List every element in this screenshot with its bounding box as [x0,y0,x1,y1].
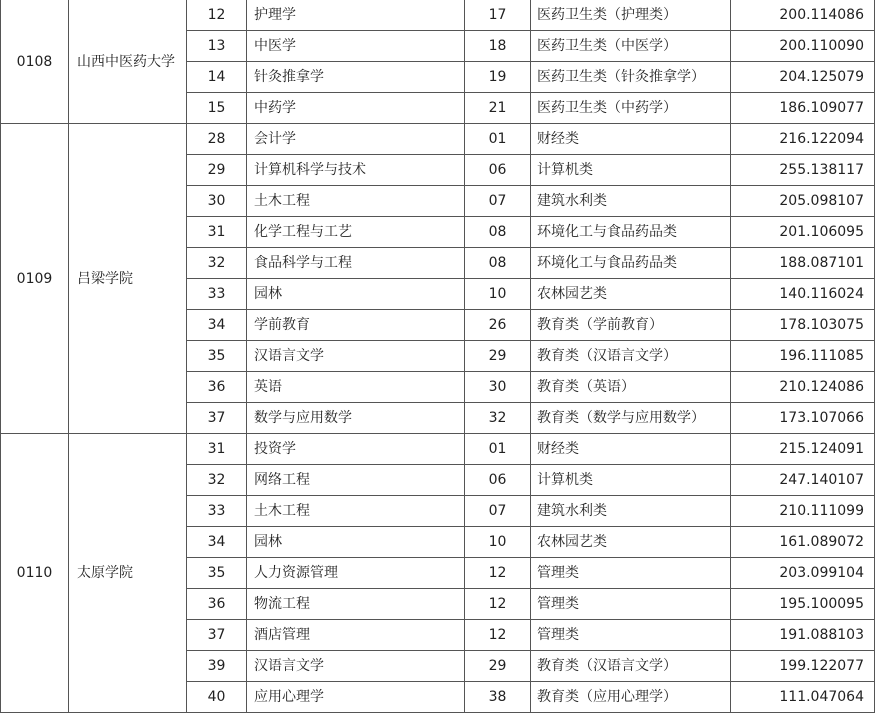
category-name-cell: 管理类 [531,558,731,589]
major-number-cell: 35 [187,558,247,589]
score-cell: 210.111099 [731,496,875,527]
category-number-cell: 10 [465,527,531,558]
major-number-cell: 34 [187,310,247,341]
major-number-cell: 36 [187,589,247,620]
category-name-cell: 农林园艺类 [531,279,731,310]
school-code-cell: 0110 [1,434,69,713]
category-number-cell: 18 [465,31,531,62]
score-cell: 204.125079 [731,62,875,93]
score-cell: 173.107066 [731,403,875,434]
table-row [1,124,875,155]
major-number-cell: 33 [187,496,247,527]
category-number-cell: 01 [465,124,531,155]
major-name-cell: 化学工程与工艺 [247,217,465,248]
category-name-cell: 计算机类 [531,155,731,186]
major-name-cell: 计算机科学与技术 [247,155,465,186]
major-number-cell: 37 [187,403,247,434]
score-cell: 111.047064 [731,682,875,713]
category-number-cell: 32 [465,403,531,434]
major-name-cell: 园林 [247,527,465,558]
major-number-cell: 36 [187,372,247,403]
category-name-cell: 教育类（汉语言文学） [531,651,731,682]
category-name-cell: 环境化工与食品药品类 [531,248,731,279]
category-number-cell: 01 [465,434,531,465]
score-cell: 255.138117 [731,155,875,186]
category-number-cell: 08 [465,248,531,279]
major-number-cell: 30 [187,186,247,217]
category-number-cell: 17 [465,0,531,31]
category-name-cell: 教育类（汉语言文学） [531,341,731,372]
major-name-cell: 土木工程 [247,496,465,527]
table-row [1,434,875,465]
school-name-cell: 太原学院 [69,434,187,713]
major-name-cell: 汉语言文学 [247,651,465,682]
category-number-cell: 26 [465,310,531,341]
school-code-cell: 0109 [1,124,69,434]
major-name-cell: 针灸推拿学 [247,62,465,93]
school-name-cell: 山西中医药大学 [69,0,187,124]
category-number-cell: 07 [465,186,531,217]
major-number-cell: 15 [187,93,247,124]
category-name-cell: 农林园艺类 [531,527,731,558]
category-number-cell: 29 [465,341,531,372]
major-number-cell: 28 [187,124,247,155]
category-number-cell: 07 [465,496,531,527]
category-name-cell: 管理类 [531,620,731,651]
score-cell: 200.114086 [731,0,875,31]
major-name-cell: 园林 [247,279,465,310]
major-name-cell: 物流工程 [247,589,465,620]
school-name-cell: 吕梁学院 [69,124,187,434]
table-row [1,0,875,31]
category-number-cell: 12 [465,589,531,620]
major-name-cell: 中药学 [247,93,465,124]
score-cell: 215.124091 [731,434,875,465]
major-name-cell: 网络工程 [247,465,465,496]
category-name-cell: 教育类（学前教育） [531,310,731,341]
major-number-cell: 32 [187,248,247,279]
category-number-cell: 29 [465,651,531,682]
category-number-cell: 12 [465,620,531,651]
major-number-cell: 31 [187,217,247,248]
score-cell: 140.116024 [731,279,875,310]
score-cell: 161.089072 [731,527,875,558]
category-name-cell: 医药卫生类（中药学） [531,93,731,124]
major-number-cell: 37 [187,620,247,651]
category-number-cell: 30 [465,372,531,403]
score-cell: 178.103075 [731,310,875,341]
category-name-cell: 教育类（数学与应用数学） [531,403,731,434]
category-name-cell: 医药卫生类（中医学） [531,31,731,62]
score-cell: 205.098107 [731,186,875,217]
category-name-cell: 建筑水利类 [531,496,731,527]
major-number-cell: 29 [187,155,247,186]
major-name-cell: 酒店管理 [247,620,465,651]
category-name-cell: 环境化工与食品药品类 [531,217,731,248]
major-number-cell: 13 [187,31,247,62]
major-name-cell: 中医学 [247,31,465,62]
category-number-cell: 08 [465,217,531,248]
category-name-cell: 教育类（英语） [531,372,731,403]
category-number-cell: 12 [465,558,531,589]
major-name-cell: 汉语言文学 [247,341,465,372]
major-number-cell: 12 [187,0,247,31]
major-number-cell: 35 [187,341,247,372]
score-cell: 196.111085 [731,341,875,372]
score-cell: 200.110090 [731,31,875,62]
score-cell: 203.099104 [731,558,875,589]
major-name-cell: 食品科学与工程 [247,248,465,279]
major-name-cell: 学前教育 [247,310,465,341]
score-cell: 247.140107 [731,465,875,496]
major-number-cell: 31 [187,434,247,465]
major-number-cell: 32 [187,465,247,496]
major-name-cell: 投资学 [247,434,465,465]
major-number-cell: 34 [187,527,247,558]
score-cell: 188.087101 [731,248,875,279]
score-cell: 210.124086 [731,372,875,403]
category-name-cell: 教育类（应用心理学） [531,682,731,713]
major-name-cell: 人力资源管理 [247,558,465,589]
score-cell: 201.106095 [731,217,875,248]
category-number-cell: 38 [465,682,531,713]
score-cell: 191.088103 [731,620,875,651]
category-number-cell: 06 [465,465,531,496]
major-name-cell: 会计学 [247,124,465,155]
score-cell: 199.122077 [731,651,875,682]
category-name-cell: 建筑水利类 [531,186,731,217]
category-name-cell: 计算机类 [531,465,731,496]
category-number-cell: 10 [465,279,531,310]
category-number-cell: 06 [465,155,531,186]
major-number-cell: 33 [187,279,247,310]
major-number-cell: 39 [187,651,247,682]
major-name-cell: 护理学 [247,0,465,31]
category-name-cell: 财经类 [531,434,731,465]
major-name-cell: 应用心理学 [247,682,465,713]
score-cell: 195.100095 [731,589,875,620]
category-name-cell: 医药卫生类（护理类） [531,0,731,31]
major-name-cell: 土木工程 [247,186,465,217]
major-name-cell: 英语 [247,372,465,403]
score-cell: 186.109077 [731,93,875,124]
major-number-cell: 14 [187,62,247,93]
category-name-cell: 财经类 [531,124,731,155]
school-code-cell: 0108 [1,0,69,124]
major-name-cell: 数学与应用数学 [247,403,465,434]
score-cell: 216.122094 [731,124,875,155]
category-name-cell: 管理类 [531,589,731,620]
category-name-cell: 医药卫生类（针灸推拿学） [531,62,731,93]
category-number-cell: 19 [465,62,531,93]
category-number-cell: 21 [465,93,531,124]
major-number-cell: 40 [187,682,247,713]
